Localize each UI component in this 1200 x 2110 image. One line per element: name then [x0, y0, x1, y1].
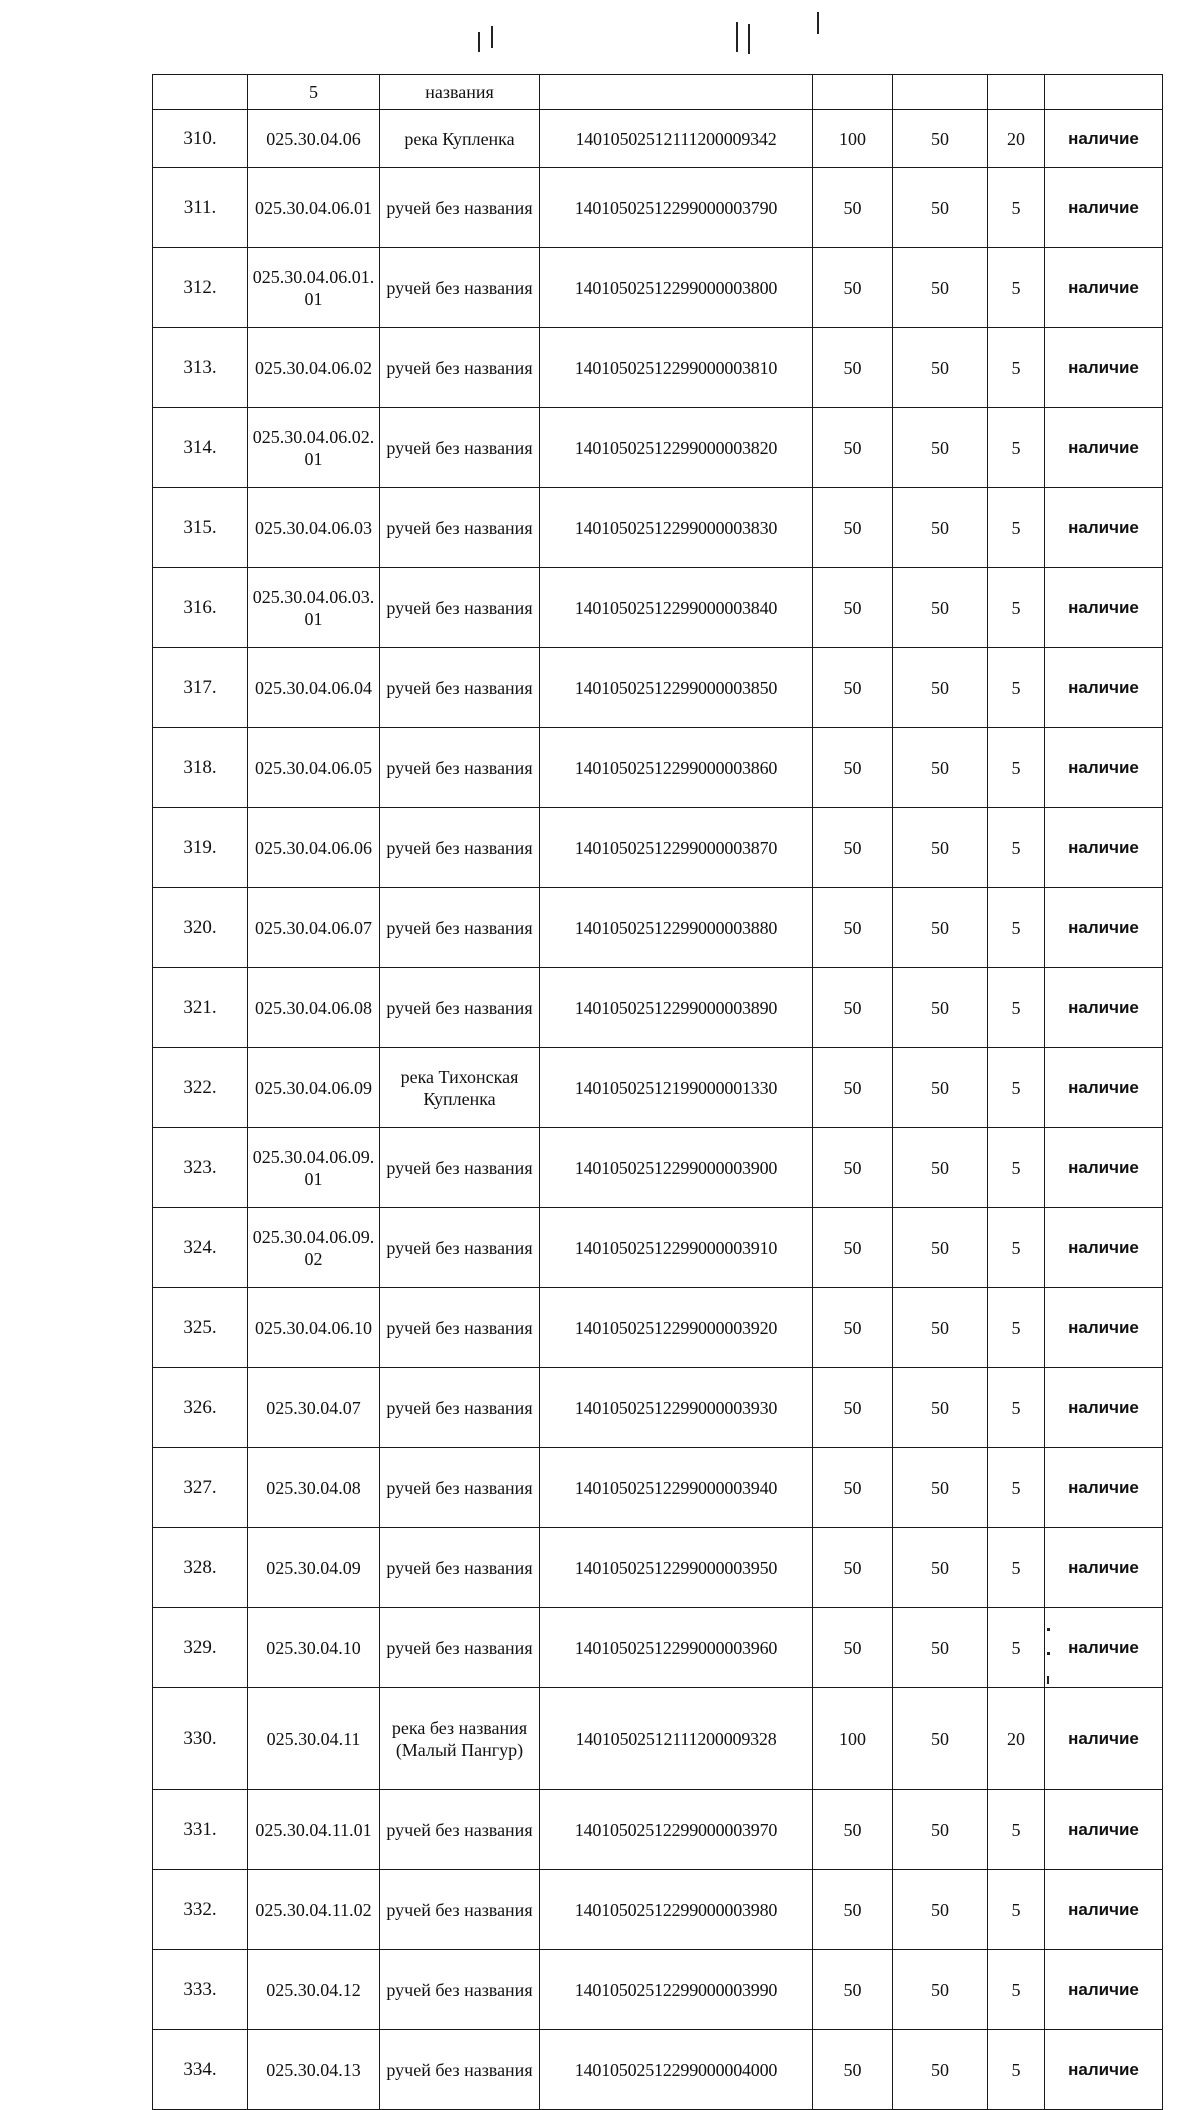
value-cell-2: 50: [893, 888, 988, 968]
table-row: [153, 888, 1163, 968]
table-row: [153, 488, 1163, 568]
name-cell: ручей без названия: [380, 648, 540, 728]
code-cell: 025.30.04.07: [248, 1368, 380, 1448]
name-cell: ручей без названия: [380, 328, 540, 408]
row-number-cell: 332.: [153, 1870, 248, 1950]
registry-number-cell: 14010502512299000003910: [540, 1208, 813, 1288]
registry-number-cell: 14010502512299000003840: [540, 568, 813, 648]
table-row: [153, 808, 1163, 888]
table-row: [153, 110, 1163, 168]
value-cell-1: [813, 75, 893, 110]
status-cell: наличие: [1045, 488, 1163, 568]
name-cell: ручей без названия: [380, 568, 540, 648]
row-number-cell: 315.: [153, 488, 248, 568]
value-cell-3: 5: [988, 1790, 1045, 1870]
value-cell-3: 20: [988, 110, 1045, 168]
table-row: [153, 1950, 1163, 2030]
registry-number-cell: 14010502512299000003880: [540, 888, 813, 968]
code-cell: 025.30.04.11.01: [248, 1790, 380, 1870]
scan-artifact: [817, 12, 819, 34]
name-cell: ручей без названия: [380, 248, 540, 328]
value-cell-2: 50: [893, 1448, 988, 1528]
status-cell: наличие: [1045, 1288, 1163, 1368]
registry-number-cell: 14010502512299000003960: [540, 1608, 813, 1688]
value-cell-3: 5: [988, 168, 1045, 248]
value-cell-3: 5: [988, 328, 1045, 408]
table-row: [153, 1790, 1163, 1870]
registry-number-cell: 14010502512299000003870: [540, 808, 813, 888]
status-cell: наличие: [1045, 1950, 1163, 2030]
row-number-cell: 325.: [153, 1288, 248, 1368]
scan-artifact: [478, 32, 480, 52]
code-cell: 025.30.04.06.05: [248, 728, 380, 808]
status-cell: наличие: [1045, 888, 1163, 968]
table-row: [153, 1048, 1163, 1128]
value-cell-2: 50: [893, 1790, 988, 1870]
status-cell: наличие: [1045, 168, 1163, 248]
value-cell-3: 5: [988, 1048, 1045, 1128]
value-cell-1: 50: [813, 1790, 893, 1870]
status-cell: наличие: [1045, 328, 1163, 408]
table-row: [153, 248, 1163, 328]
name-cell: ручей без названия: [380, 968, 540, 1048]
status-cell: наличие: [1045, 408, 1163, 488]
registry-number-cell: 14010502512299000004000: [540, 2030, 813, 2110]
code-cell: 025.30.04.06.03.01: [248, 568, 380, 648]
registry-number-cell: 14010502512299000003810: [540, 328, 813, 408]
row-number-cell: 322.: [153, 1048, 248, 1128]
name-cell: река Тихонская Купленка: [380, 1048, 540, 1128]
registry-number-cell: 14010502512299000003940: [540, 1448, 813, 1528]
row-number-cell: 314.: [153, 408, 248, 488]
row-number-cell: 324.: [153, 1208, 248, 1288]
name-cell: ручей без названия: [380, 1128, 540, 1208]
table-row: [153, 1208, 1163, 1288]
table-row: [153, 1608, 1163, 1688]
value-cell-2: 50: [893, 1608, 988, 1688]
status-cell: наличие: [1045, 728, 1163, 808]
code-cell: 025.30.04.10: [248, 1608, 380, 1688]
value-cell-1: 50: [813, 1448, 893, 1528]
name-cell: названия: [380, 75, 540, 110]
name-cell: ручей без названия: [380, 1790, 540, 1870]
name-cell: ручей без названия: [380, 1288, 540, 1368]
name-cell: ручей без названия: [380, 888, 540, 968]
name-cell: ручей без названия: [380, 1208, 540, 1288]
code-cell: 025.30.04.06.04: [248, 648, 380, 728]
table-row: [153, 408, 1163, 488]
value-cell-1: 50: [813, 408, 893, 488]
name-cell: ручей без названия: [380, 1870, 540, 1950]
value-cell-3: 5: [988, 1448, 1045, 1528]
status-cell: наличие: [1045, 968, 1163, 1048]
table-row: [153, 1288, 1163, 1368]
value-cell-2: 50: [893, 648, 988, 728]
value-cell-2: 50: [893, 1950, 988, 2030]
value-cell-3: 5: [988, 1528, 1045, 1608]
code-cell: 025.30.04.06.10: [248, 1288, 380, 1368]
value-cell-1: 50: [813, 1608, 893, 1688]
registry-number-cell: 14010502512111200009342: [540, 110, 813, 168]
registry-number-cell: 14010502512299000003890: [540, 968, 813, 1048]
value-cell-3: 5: [988, 728, 1045, 808]
value-cell-2: 50: [893, 1128, 988, 1208]
table-row: [153, 1368, 1163, 1448]
value-cell-3: 5: [988, 888, 1045, 968]
value-cell-1: 50: [813, 1870, 893, 1950]
registry-number-cell: 14010502512299000003990: [540, 1950, 813, 2030]
value-cell-3: 5: [988, 968, 1045, 1048]
value-cell-2: 50: [893, 728, 988, 808]
status-cell: [1045, 75, 1163, 110]
row-number-cell: 326.: [153, 1368, 248, 1448]
value-cell-3: 5: [988, 248, 1045, 328]
code-cell: 025.30.04.06.08: [248, 968, 380, 1048]
row-number-cell: 311.: [153, 168, 248, 248]
value-cell-3: 5: [988, 568, 1045, 648]
value-cell-1: 50: [813, 248, 893, 328]
row-number-cell: 334.: [153, 2030, 248, 2110]
value-cell-1: 100: [813, 110, 893, 168]
row-number-cell: 317.: [153, 648, 248, 728]
value-cell-2: 50: [893, 1048, 988, 1128]
status-cell: наличие: [1045, 1048, 1163, 1128]
value-cell-2: 50: [893, 1208, 988, 1288]
registry-number-cell: [540, 75, 813, 110]
value-cell-3: 5: [988, 1288, 1045, 1368]
value-cell-2: 50: [893, 2030, 988, 2110]
status-cell: наличие: [1045, 1528, 1163, 1608]
row-number-cell: 323.: [153, 1128, 248, 1208]
table-row: [153, 1528, 1163, 1608]
row-number-cell: 327.: [153, 1448, 248, 1528]
row-number-cell: 328.: [153, 1528, 248, 1608]
value-cell-1: 50: [813, 968, 893, 1048]
code-cell: 025.30.04.06.06: [248, 808, 380, 888]
status-cell: наличие: [1045, 568, 1163, 648]
value-cell-1: 50: [813, 1208, 893, 1288]
scan-artifact: [736, 22, 738, 52]
status-cell: наличие: [1045, 2030, 1163, 2110]
code-cell: 025.30.04.06: [248, 110, 380, 168]
code-cell: 025.30.04.06.01.01: [248, 248, 380, 328]
table-row: [153, 328, 1163, 408]
value-cell-1: 50: [813, 888, 893, 968]
registry-number-cell: 14010502512299000003800: [540, 248, 813, 328]
status-cell: наличие: [1045, 1608, 1163, 1688]
name-cell: ручей без названия: [380, 1368, 540, 1448]
registry-number-cell: 14010502512299000003790: [540, 168, 813, 248]
name-cell: ручей без названия: [380, 408, 540, 488]
table-row: [153, 168, 1163, 248]
value-cell-2: 50: [893, 968, 988, 1048]
code-cell: 025.30.04.12: [248, 1950, 380, 2030]
value-cell-3: 5: [988, 808, 1045, 888]
value-cell-1: 50: [813, 2030, 893, 2110]
table-row: [153, 728, 1163, 808]
code-cell: 025.30.04.06.09.02: [248, 1208, 380, 1288]
code-cell: 025.30.04.06.01: [248, 168, 380, 248]
scan-artifact: [491, 26, 493, 48]
code-cell: 025.30.04.09: [248, 1528, 380, 1608]
value-cell-2: 50: [893, 1288, 988, 1368]
registry-number-cell: 14010502512299000003930: [540, 1368, 813, 1448]
value-cell-3: 5: [988, 1950, 1045, 2030]
value-cell-1: 50: [813, 1950, 893, 2030]
code-cell: 025.30.04.06.03: [248, 488, 380, 568]
registry-number-cell: 14010502512111200009328: [540, 1688, 813, 1790]
name-cell: ручей без названия: [380, 728, 540, 808]
row-number-cell: 318.: [153, 728, 248, 808]
value-cell-3: 5: [988, 1608, 1045, 1688]
status-cell: наличие: [1045, 1128, 1163, 1208]
row-number-cell: 331.: [153, 1790, 248, 1870]
registry-number-cell: 14010502512299000003900: [540, 1128, 813, 1208]
name-cell: ручей без названия: [380, 2030, 540, 2110]
table-row: [153, 1688, 1163, 1790]
table-row: [153, 1448, 1163, 1528]
value-cell-2: [893, 75, 988, 110]
table-row: [153, 1870, 1163, 1950]
table-row: [153, 968, 1163, 1048]
status-cell: наличие: [1045, 648, 1163, 728]
status-cell: наличие: [1045, 1790, 1163, 1870]
code-cell: 025.30.04.06.07: [248, 888, 380, 968]
row-number-cell: 329.: [153, 1608, 248, 1688]
value-cell-3: 5: [988, 408, 1045, 488]
table-body: [153, 75, 1163, 2110]
value-cell-1: 100: [813, 1688, 893, 1790]
value-cell-1: 50: [813, 1528, 893, 1608]
value-cell-3: 20: [988, 1688, 1045, 1790]
code-cell: 5: [248, 75, 380, 110]
table-row: [153, 648, 1163, 728]
name-cell: река без названия (Малый Пангур): [380, 1688, 540, 1790]
scan-artifact: [748, 24, 750, 54]
value-cell-1: 50: [813, 648, 893, 728]
code-cell: 025.30.04.06.02.01: [248, 408, 380, 488]
code-cell: 025.30.04.06.09.01: [248, 1128, 380, 1208]
status-cell: наличие: [1045, 1368, 1163, 1448]
status-cell: наличие: [1045, 1870, 1163, 1950]
status-cell: наличие: [1045, 1688, 1163, 1790]
registry-number-cell: 14010502512299000003920: [540, 1288, 813, 1368]
value-cell-3: 5: [988, 2030, 1045, 2110]
table-row: [153, 1128, 1163, 1208]
status-cell: наличие: [1045, 110, 1163, 168]
status-cell: наличие: [1045, 248, 1163, 328]
row-number-cell: 313.: [153, 328, 248, 408]
value-cell-2: 50: [893, 328, 988, 408]
value-cell-1: 50: [813, 488, 893, 568]
value-cell-3: 5: [988, 1128, 1045, 1208]
value-cell-2: 50: [893, 1528, 988, 1608]
row-number-cell: 320.: [153, 888, 248, 968]
value-cell-1: 50: [813, 568, 893, 648]
status-cell: наличие: [1045, 1448, 1163, 1528]
name-cell: ручей без названия: [380, 1448, 540, 1528]
value-cell-3: 5: [988, 1368, 1045, 1448]
row-number-cell: 316.: [153, 568, 248, 648]
value-cell-2: 50: [893, 488, 988, 568]
name-cell: ручей без названия: [380, 488, 540, 568]
status-cell: наличие: [1045, 1208, 1163, 1288]
value-cell-3: 5: [988, 1870, 1045, 1950]
value-cell-2: 50: [893, 248, 988, 328]
row-number-cell: 310.: [153, 110, 248, 168]
value-cell-2: 50: [893, 1368, 988, 1448]
value-cell-2: 50: [893, 1870, 988, 1950]
registry-number-cell: 14010502512299000003980: [540, 1870, 813, 1950]
name-cell: река Купленка: [380, 110, 540, 168]
row-number-cell: 312.: [153, 248, 248, 328]
value-cell-1: 50: [813, 1368, 893, 1448]
table-row: [153, 568, 1163, 648]
value-cell-2: 50: [893, 168, 988, 248]
code-cell: 025.30.04.06.09: [248, 1048, 380, 1128]
value-cell-2: 50: [893, 110, 988, 168]
value-cell-2: 50: [893, 408, 988, 488]
registry-number-cell: 14010502512299000003830: [540, 488, 813, 568]
registry-number-cell: 14010502512299000003850: [540, 648, 813, 728]
code-cell: 025.30.04.08: [248, 1448, 380, 1528]
status-cell: наличие: [1045, 808, 1163, 888]
name-cell: ручей без названия: [380, 1528, 540, 1608]
code-cell: 025.30.04.11: [248, 1688, 380, 1790]
value-cell-3: 5: [988, 648, 1045, 728]
value-cell-3: [988, 75, 1045, 110]
registry-number-cell: 14010502512299000003950: [540, 1528, 813, 1608]
value-cell-2: 50: [893, 1688, 988, 1790]
name-cell: ручей без названия: [380, 1950, 540, 2030]
row-number-cell: 319.: [153, 808, 248, 888]
value-cell-1: 50: [813, 328, 893, 408]
code-cell: 025.30.04.13: [248, 2030, 380, 2110]
value-cell-1: 50: [813, 808, 893, 888]
value-cell-3: 5: [988, 488, 1045, 568]
value-cell-2: 50: [893, 568, 988, 648]
value-cell-1: 50: [813, 1048, 893, 1128]
name-cell: ручей без названия: [380, 1608, 540, 1688]
water-objects-table: [152, 74, 1163, 2110]
table-row-continuation: [153, 75, 1163, 110]
registry-number-cell: 14010502512299000003970: [540, 1790, 813, 1870]
code-cell: 025.30.04.11.02: [248, 1870, 380, 1950]
value-cell-1: 50: [813, 728, 893, 808]
row-number-cell: [153, 75, 248, 110]
row-number-cell: 333.: [153, 1950, 248, 2030]
name-cell: ручей без названия: [380, 168, 540, 248]
value-cell-1: 50: [813, 1128, 893, 1208]
value-cell-2: 50: [893, 808, 988, 888]
row-number-cell: 330.: [153, 1688, 248, 1790]
registry-number-cell: 14010502512199000001330: [540, 1048, 813, 1128]
value-cell-3: 5: [988, 1208, 1045, 1288]
registry-number-cell: 14010502512299000003860: [540, 728, 813, 808]
value-cell-1: 50: [813, 168, 893, 248]
table-row: [153, 2030, 1163, 2110]
name-cell: ручей без названия: [380, 808, 540, 888]
registry-number-cell: 14010502512299000003820: [540, 408, 813, 488]
code-cell: 025.30.04.06.02: [248, 328, 380, 408]
row-number-cell: 321.: [153, 968, 248, 1048]
value-cell-1: 50: [813, 1288, 893, 1368]
